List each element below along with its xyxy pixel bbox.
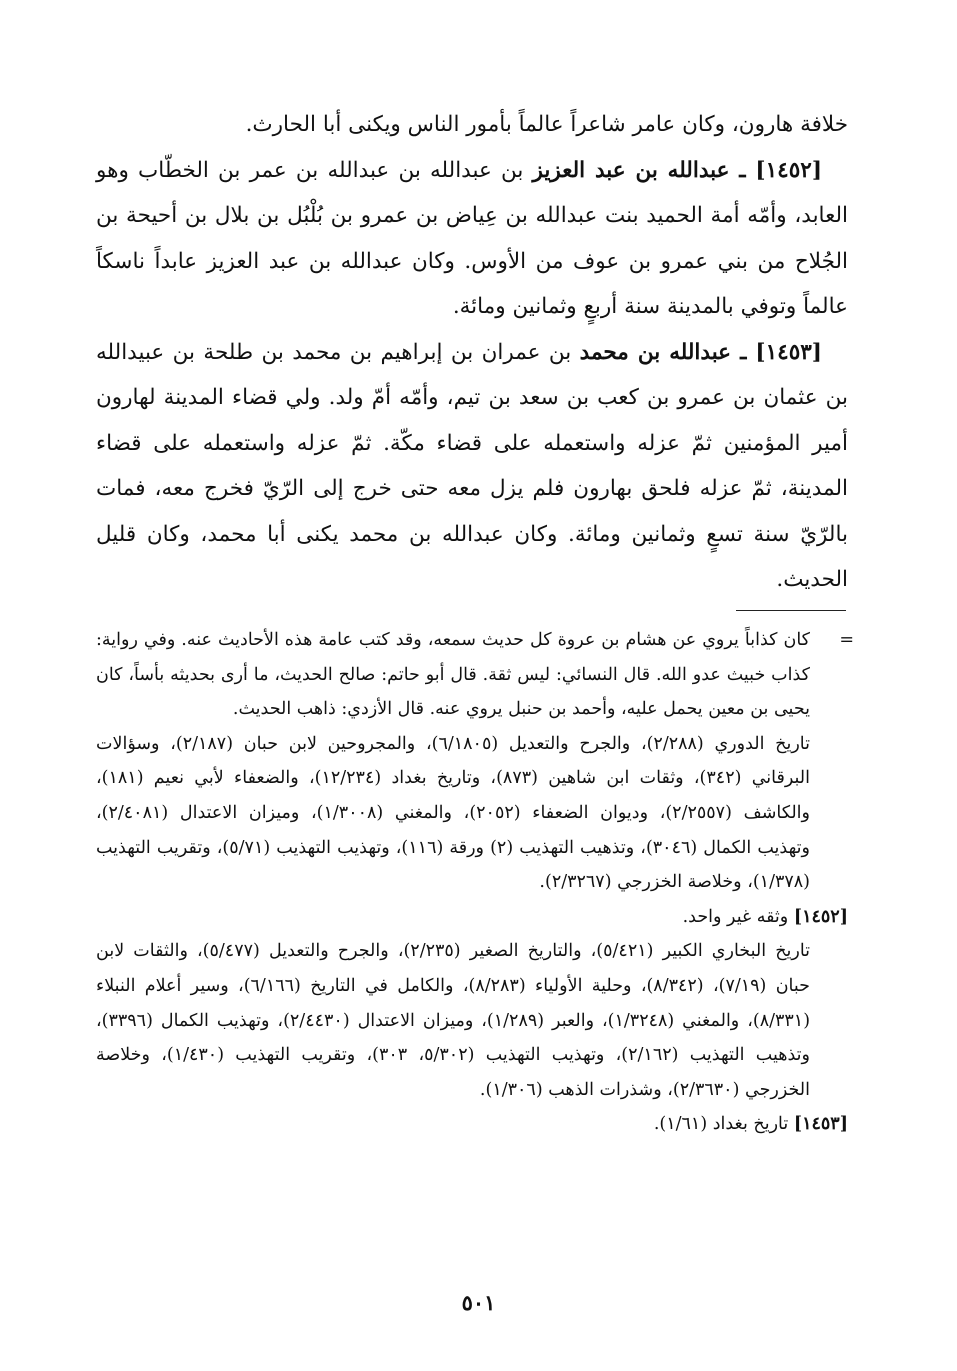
entry-1452 xyxy=(96,148,848,330)
footnotes xyxy=(96,623,854,1142)
footnote-1452 xyxy=(96,900,848,935)
footnote-continuation-refs: تاريخ الدوري (٢/٢٨٨)، والجرح والتعديل (٦/١٨٠٥)، والمجروحين لابن حبان (٢/١٨٧)، وسؤالات البرقاني (٣٤٢)، وثقات ابن شاهين (٨٧٣)، وتاريخ بغداد (١٢/٢٣٤)، والضعفاء لأبي نعيم (١٨١)، والكاشف (٢/٢٥٥٧)، وديوان الضعفاء (٢٠٥٢)، والمغني (١/٣٠٠٨)، وميزان الاعتدال (٢/٤٠٨١)، وتهذيب الكمال (٣٠٤٦)، وتذهيب التهذيب (٢) ورقة (١١٦)، وتهذيب التهذيب (٥/٧١)، وتقريب التهذيب (١/٣٧٨)، وخلاصة الخزرجي (٢/٣٢٦٧). xyxy=(96,733,811,893)
paragraph-continuation: خلافة هارون، وكان عامر شاعراً عالماً بأمور الناس ويكنى أبا الحارث. xyxy=(245,112,848,137)
footnote-1452-key: [١٤٥٢] xyxy=(793,906,848,927)
footnote-separator xyxy=(736,610,846,611)
footnote-1453-key: [١٤٥٣] xyxy=(793,1114,848,1135)
page-number: ٥٠١ xyxy=(461,1290,496,1315)
entry-1453-heading: [١٤٥٣] ـ عبدالله بن محمد xyxy=(579,339,822,365)
footnote-1453 xyxy=(96,1107,848,1142)
footnote-1453-text: تاريخ بغداد (١/٦١). xyxy=(653,1114,794,1135)
main-text xyxy=(96,102,848,603)
entry-1453-body: بن عمران بن إبراهيم بن محمد بن طلحة بن عبيدالله بن عثمان بن عمرو بن كعب بن سعد بن تيم، وأمّه أمّ ولد. ولي قضاء المدينة لهارون أمير المؤمنين ثمّ عزله واستعمله على قضاء مكّة. ثمّ عزله واستعمله على قضاء المدينة، ثمّ عزله فلحق بهارون فلم يزل معه حتى خرج إلى الرّيّ فخرج معه، فمات بالرّيّ سنة تسعٍ وثمانين ومائة. وكان عبدالله بن محمد يكنى أبا محمد، وكان قليل الحديث. xyxy=(96,339,848,592)
entry-1452-body: بن عبدالله بن عبدالله بن عمر بن الخطّاب وهو العابد، وأمّه أمة الحميد بنت عبدالله بن عِياض بن عمرو بن بُلْبُل بن بلال بن أحيحة بن الجُلاح من بني عمرو بن عوف من الأوس. وكان عبدالله بن عبد العزيز عابداً ناسكاً عالماً وتوفي بالمدينة سنة أربعٍ وثمانين ومائة. xyxy=(96,157,848,319)
footnote-continuation-text: كان كذاباً يروي عن هشام بن عروة كل حديث سمعه، وقد كتب عامة هذه الأحاديث عنه. وفي رواية: كذاب خبيث عدو الله. قال النسائي: ليس ثقة. قال أبو حاتم: صالح الحديث، ما أرى بحديثه بأساً، كان يحيى بن معين يحمل عليه، وأحمد بن حنبل يروي عنه. قال الأزدي: ذاهب الحديث. xyxy=(96,630,810,720)
entry-1452-heading: [١٤٥٢] ـ عبدالله بن عبد العزيز xyxy=(532,157,822,183)
footnote-1452-text: وثقه غير واحد. xyxy=(682,906,794,927)
footnote-1452-refs: تاريخ البخاري الكبير (٥/٤٢١)، والتاريخ الصغير (٢/٢٣٥)، والجرح والتعديل (٥/٤٧٧)، والثقات لابن حبان (٧/١٩)، (٨/٣٤٢)، وحلية الأولياء (٨/٢٨٣)، والكامل في التاريخ (٦/١٦٦)، وسير أعلام النبلاء (٨/٣٣١)، والمغني (١/٣٢٤٨)، والعبر (١/٢٨٩)، وميزان الاعتدال (٢/٤٤٣٠)، وتهذيب الكمال (٣٣٩٦)، وتذهيب التهذيب (٢/١٦٢)، وتهذيب التهذيب (٥/٣٠٢، ٣٠٣)، وتقريب التهذيب (١/٤٣٠)، وخلاصة الخزرجي (٢/٣٦٣٠)، وشذرات الذهب (١/٣٠٦). xyxy=(96,941,811,1100)
main-body xyxy=(96,102,848,603)
continuation-mark: = xyxy=(839,630,854,650)
entry-1453 xyxy=(96,330,848,603)
footnote-continuation xyxy=(96,623,854,900)
